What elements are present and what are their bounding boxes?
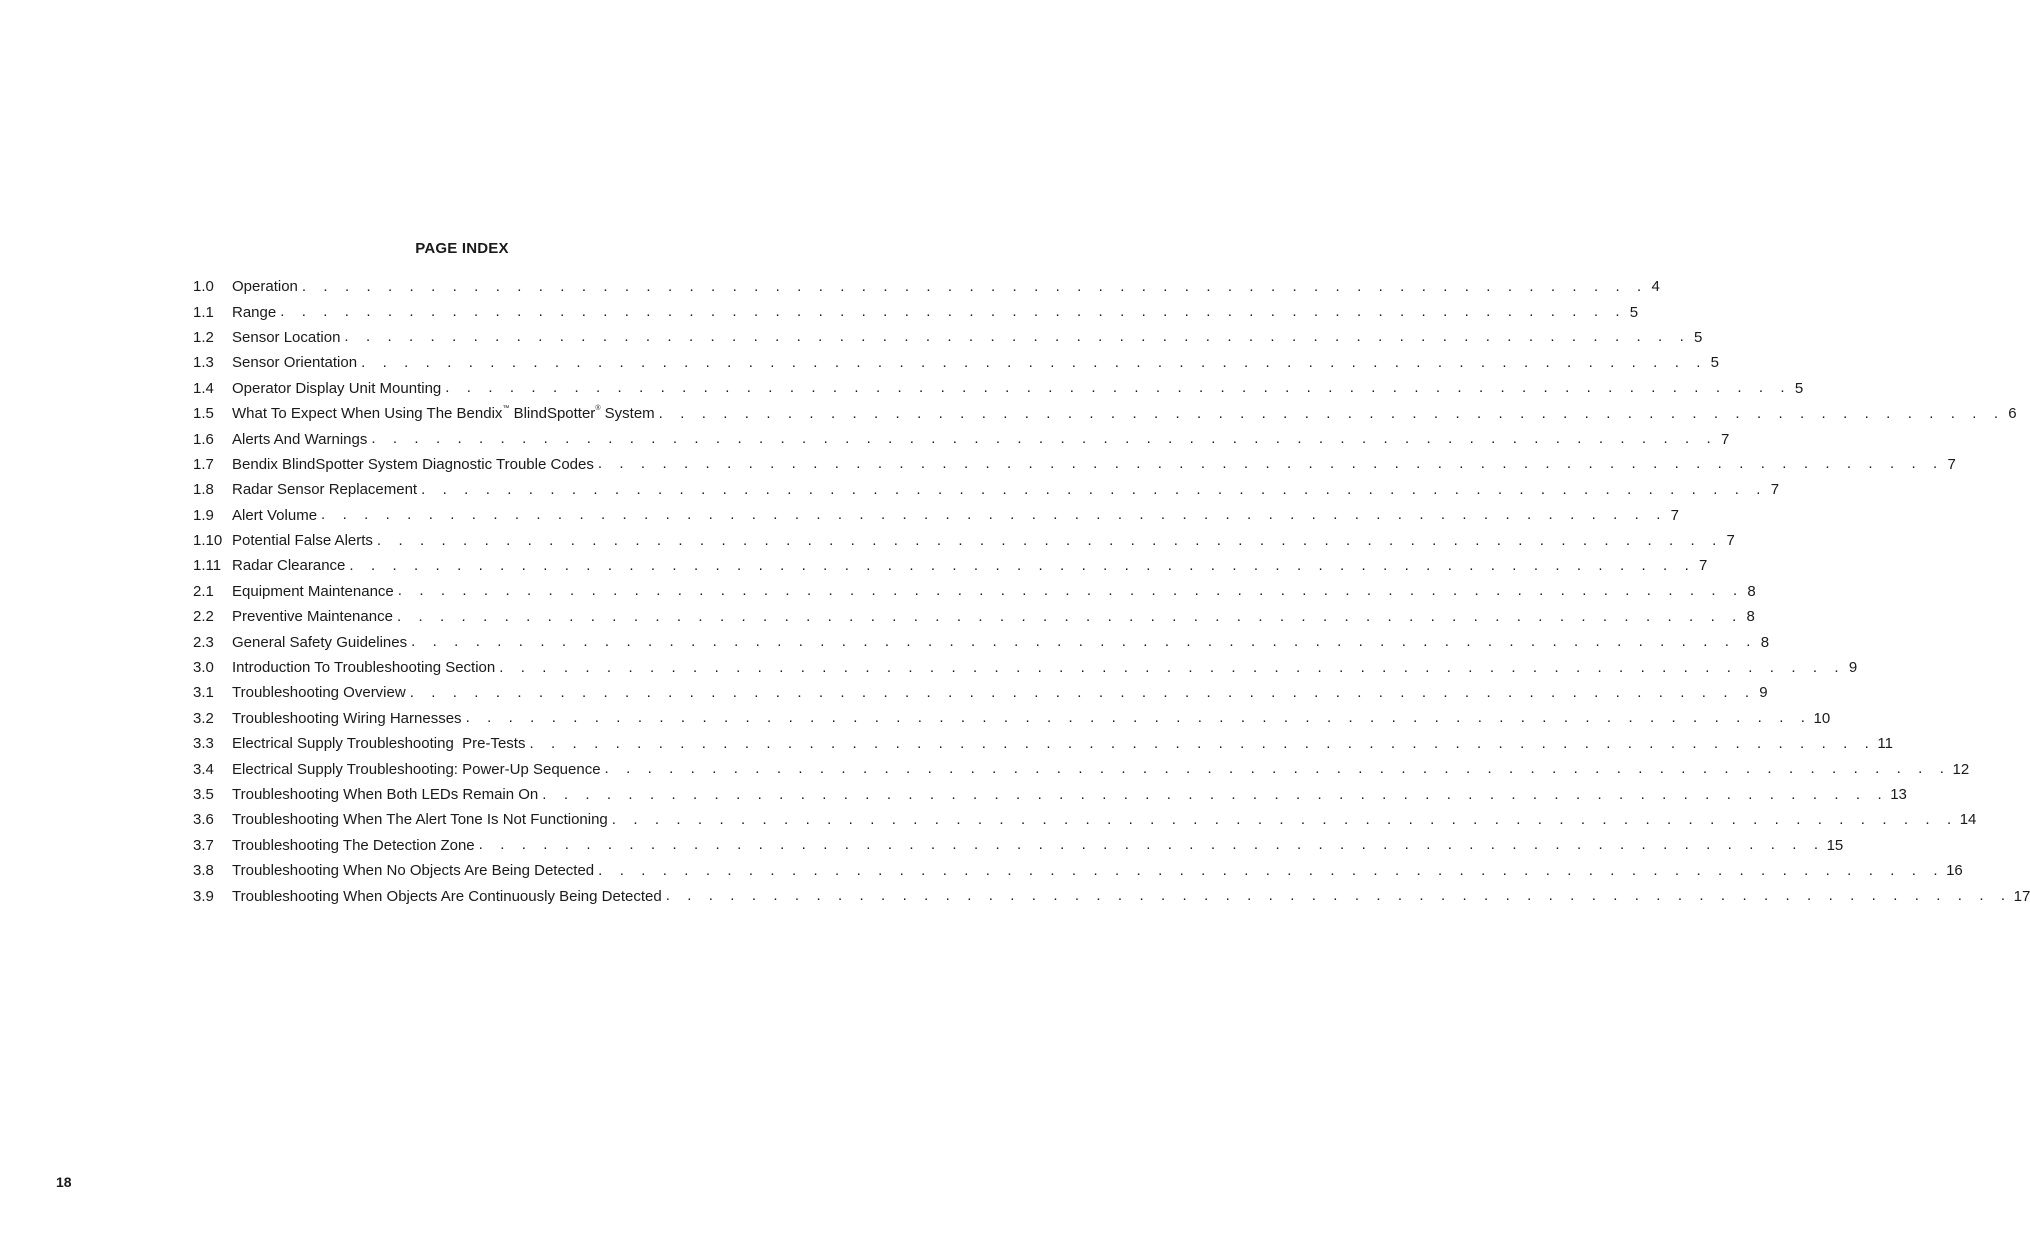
toc-entry[interactable]	[193, 680, 1768, 705]
dot-leader: . . . . . . . . . . . . . . . . . . . . . . . . . . . . . . . . . . . . . . . . . . . . . . . . . . . . . . . . . . . . . . .	[445, 379, 1792, 397]
toc-entry-page: 4	[1651, 278, 1660, 296]
toc-entry-title: Troubleshooting When Both LEDs Remain On	[232, 786, 542, 803]
toc-entry-title: Potential False Alerts	[232, 532, 377, 549]
dot-leader: . . . . . . . . . . . . . . . . . . . . . . . . . . . . . . . . . . . . . . . . . . . . . . . . . . . . . . . . . . . . . . .	[396, 607, 1743, 625]
toc-entry[interactable]	[193, 579, 1756, 604]
toc-entry-number: 1.10	[193, 532, 223, 550]
toc-entry-number: 1.2	[193, 328, 214, 346]
toc-entry-page: 7	[1770, 481, 1780, 499]
toc-entry[interactable]	[193, 503, 1679, 528]
toc-entry-number: 2.1	[193, 582, 214, 600]
toc-entry-title: Troubleshooting Wiring Harnesses	[232, 710, 466, 727]
toc-entry[interactable]	[193, 807, 1977, 832]
toc-entry-title: Equipment Maintenance	[232, 583, 398, 600]
dot-leader: . . . . . . . . . . . . . . . . . . . . . . . . . . . . . . . . . . . . . . . . . . . . . . . . . . . . . . . . . . . . . . .	[604, 760, 1951, 778]
toc-entry-title: Range	[232, 304, 280, 321]
toc-entry-title: Introduction To Troubleshooting Section	[232, 659, 499, 676]
toc-entry-title: Preventive Maintenance	[232, 608, 397, 625]
toc-entry[interactable]	[193, 858, 1963, 883]
dot-leader: . . . . . . . . . . . . . . . . . . . . . . . . . . . . . . . . . . . . . . . . . . . . . . . . . . . . . . . . . . . . . . .	[665, 887, 2012, 905]
toc-entry-number: 1.5	[193, 405, 214, 423]
dot-leader: . . . . . . . . . . . . . . . . . . . . . . . . . . . . . . . . . . . . . . . . . . . . . . . . . . . . . . . . . . . . . . .	[542, 785, 1889, 803]
dot-leader: . . . . . . . . . . . . . . . . . . . . . . . . . . . . . . . . . . . . . . . . . . . . . . . . . . . . . . . . . . . . . . .	[397, 582, 1744, 600]
dot-leader: . . . . . . . . . . . . . . . . . . . . . . . . . . . . . . . . . . . . . . . . . . . . . . . . . . . . . . . . . . . . . . .	[597, 455, 1944, 473]
dot-leader: . . . . . . . . . . . . . . . . . . . . . . . . . . . . . . . . . . . . . . . . . . . . . . . . . . . . . . . . . . . . . . .	[411, 633, 1758, 651]
toc-entry-number: 3.8	[193, 862, 214, 880]
toc-entry-title: Troubleshooting When The Alert Tone Is Not Functioning	[232, 811, 612, 828]
toc-entry-number: 1.8	[193, 481, 214, 499]
dot-leader: . . . . . . . . . . . . . . . . . . . . . . . . . . . . . . . . . . . . . . . . . . . . . . . . . . . . . . . . . . . . . . .	[499, 658, 1846, 676]
toc-entry-page: 7	[1947, 455, 1956, 473]
toc-entry-page: 16	[1946, 862, 1963, 880]
toc-entry-page: 12	[1952, 760, 1970, 778]
page-number: 18	[56, 1174, 72, 1190]
toc-entry-title: Troubleshooting When No Objects Are Being Detected	[232, 862, 598, 879]
toc-entry-title: Bendix BlindSpotter System Diagnostic Trouble Codes	[232, 456, 598, 473]
toc-entry[interactable]	[193, 604, 1755, 629]
toc-entry[interactable]	[193, 528, 1735, 553]
toc-entry[interactable]	[193, 833, 1844, 858]
toc-entry[interactable]	[193, 553, 1708, 578]
dot-leader: . . . . . . . . . . . . . . . . . . . . . . . . . . . . . . . . . . . . . . . . . . . . . . . . . . . . . . . . . . . . . . .	[465, 709, 1812, 727]
toc-entry[interactable]	[193, 477, 1780, 502]
toc-entry-page: 5	[1694, 328, 1703, 346]
toc-entry-page: 5	[1710, 354, 1720, 372]
toc-entry-number: 3.4	[193, 760, 214, 778]
toc-entry-page: 10	[1813, 709, 1831, 727]
dot-leader: . . . . . . . . . . . . . . . . . . . . . . . . . . . . . . . . . . . . . . . . . . . . . . . . . . . . . . . . . . . . . . .	[301, 277, 1648, 295]
dot-leader: . . . . . . . . . . . . . . . . . . . . . . . . . . . . . . . . . . . . . . . . . . . . . . . . . . . . . . . . . . . . . . .	[658, 404, 2005, 422]
toc-entry-title: Sensor Location	[232, 329, 344, 346]
dot-leader: . . . . . . . . . . . . . . . . . . . . . . . . . . . . . . . . . . . . . . . . . . . . . . . . . . . . . . . . . . . . . . .	[421, 480, 1768, 498]
toc-entry[interactable]	[193, 706, 1831, 731]
dot-leader: . . . . . . . . . . . . . . . . . . . . . . . . . . . . . . . . . . . . . . . . . . . . . . . . . . . . . . . . . . . . . . .	[349, 556, 1696, 574]
dot-leader: . . . . . . . . . . . . . . . . . . . . . . . . . . . . . . . . . . . . . . . . . . . . . . . . . . . . . . . . . . . . . . .	[529, 734, 1876, 752]
toc-entry-page: 9	[1848, 659, 1858, 677]
toc-entry[interactable]	[193, 629, 1770, 654]
toc-entry-title: Electrical Supply Troubleshooting: Power-Up Sequence	[232, 761, 605, 778]
toc-entry-number: 3.1	[193, 684, 214, 702]
toc-entry-number: 1.7	[193, 455, 214, 473]
toc-entry-page: 8	[1746, 608, 1755, 626]
toc-entry-page: 15	[1826, 836, 1844, 854]
table-of-contents	[193, 274, 2030, 909]
toc-entry-page: 11	[1877, 735, 1893, 753]
toc-entry-title: Troubleshooting When Objects Are Continuously Being Detected	[232, 888, 666, 905]
dot-leader: . . . . . . . . . . . . . . . . . . . . . . . . . . . . . . . . . . . . . . . . . . . . . . . . . . . . . . . . . . . . . . .	[478, 836, 1825, 854]
toc-entry-page: 17	[2013, 887, 2030, 905]
toc-entry-title: Radar Sensor Replacement	[232, 481, 421, 498]
dot-leader: . . . . . . . . . . . . . . . . . . . . . . . . . . . . . . . . . . . . . . . . . . . . . . . . . . . . . . . . . . . . . . .	[376, 531, 1723, 549]
toc-entry[interactable]	[193, 350, 1720, 375]
toc-entry-page: 7	[1699, 557, 1708, 575]
toc-entry-page: 8	[1760, 633, 1770, 651]
toc-entry-page: 14	[1959, 811, 1977, 829]
toc-entry-title: Troubleshooting The Detection Zone	[232, 837, 479, 854]
page-index-title: PAGE INDEX	[415, 240, 509, 257]
toc-entry[interactable]	[193, 274, 1660, 299]
trademark-symbol: ™	[502, 405, 510, 413]
toc-entry[interactable]	[193, 782, 1907, 807]
toc-entry-number: 3.5	[193, 786, 214, 803]
dot-leader: . . . . . . . . . . . . . . . . . . . . . . . . . . . . . . . . . . . . . . . . . . . . . . . . . . . . . . . . . . . . . . .	[598, 861, 1945, 879]
toc-entry[interactable]	[193, 325, 1703, 350]
toc-entry[interactable]	[193, 426, 1730, 451]
toc-entry-page: 13	[1890, 786, 1907, 803]
toc-entry[interactable]	[193, 756, 1970, 781]
toc-entry-title: Troubleshooting Overview	[232, 684, 410, 701]
toc-entry[interactable]	[193, 655, 1858, 680]
dot-leader: . . . . . . . . . . . . . . . . . . . . . . . . . . . . . . . . . . . . . . . . . . . . . . . . . . . . . . . . . . . . . . .	[280, 303, 1627, 321]
toc-entry-page: 7	[1670, 506, 1679, 524]
toc-entry-number: 1.9	[193, 506, 214, 524]
toc-entry-number: 3.7	[193, 836, 214, 854]
toc-entry-title: Operation	[232, 278, 302, 295]
toc-entry-title: Alerts And Warnings	[232, 431, 371, 448]
toc-entry[interactable]	[193, 452, 1956, 477]
toc-entry-number: 1.4	[193, 379, 214, 397]
toc-entry-number: 3.9	[193, 887, 214, 905]
toc-entry[interactable]	[193, 731, 1893, 756]
toc-entry-title: Alert Volume	[232, 507, 321, 524]
toc-entry-page: 8	[1747, 582, 1756, 600]
dot-leader: . . . . . . . . . . . . . . . . . . . . . . . . . . . . . . . . . . . . . . . . . . . . . . . . . . . . . . . . . . . . . . .	[344, 328, 1691, 346]
toc-entry-number: 3.6	[193, 811, 214, 829]
toc-entry-number: 1.6	[193, 430, 214, 448]
dot-leader: . . . . . . . . . . . . . . . . . . . . . . . . . . . . . . . . . . . . . . . . . . . . . . . . . . . . . . . . . . . . . . .	[361, 353, 1708, 371]
toc-entry-title: What To Expect When Using The Bendix™ BlindSpotter® System	[232, 405, 659, 422]
toc-entry[interactable]	[193, 376, 1804, 401]
toc-entry-number: 3.0	[193, 659, 214, 677]
dot-leader: . . . . . . . . . . . . . . . . . . . . . . . . . . . . . . . . . . . . . . . . . . . . . . . . . . . . . . . . . . . . . . .	[371, 430, 1718, 448]
toc-entry-number: 1.11	[193, 557, 222, 575]
toc-entry-page: 5	[1794, 379, 1804, 397]
toc-entry-page: 6	[2008, 405, 2017, 423]
toc-entry-number: 1.1	[193, 303, 214, 321]
toc-entry-title: Sensor Orientation	[232, 354, 361, 371]
toc-entry-number: 3.2	[193, 709, 214, 727]
toc-entry-title: Electrical Supply Troubleshooting Pre-Tests	[232, 735, 529, 752]
toc-entry-number: 3.3	[193, 735, 214, 753]
toc-entry-page: 7	[1726, 532, 1735, 550]
toc-entry-number: 1.3	[193, 354, 214, 372]
toc-entry-page: 9	[1759, 684, 1768, 702]
toc-entry[interactable]	[193, 299, 1639, 324]
dot-leader: . . . . . . . . . . . . . . . . . . . . . . . . . . . . . . . . . . . . . . . . . . . . . . . . . . . . . . . . . . . . . . .	[409, 683, 1756, 701]
toc-entry-number: 2.2	[193, 608, 214, 626]
toc-entry-title: General Safety Guidelines	[232, 634, 411, 651]
toc-entry-title: Operator Display Unit Mounting	[232, 380, 445, 397]
toc-entry-number: 2.3	[193, 633, 214, 651]
toc-entry-page: 5	[1629, 303, 1639, 321]
toc-entry-page: 7	[1720, 430, 1730, 448]
toc-entry-number: 1.0	[193, 278, 214, 296]
registered-symbol: ®	[595, 405, 601, 413]
dot-leader: . . . . . . . . . . . . . . . . . . . . . . . . . . . . . . . . . . . . . . . . . . . . . . . . . . . . . . . . . . . . . . .	[611, 810, 1958, 828]
dot-leader: . . . . . . . . . . . . . . . . . . . . . . . . . . . . . . . . . . . . . . . . . . . . . . . . . . . . . . . . . . . . . . .	[321, 506, 1667, 524]
toc-entry[interactable]	[193, 401, 2017, 426]
toc-entry[interactable]	[193, 883, 2030, 908]
toc-entry-title: Radar Clearance	[232, 557, 349, 574]
